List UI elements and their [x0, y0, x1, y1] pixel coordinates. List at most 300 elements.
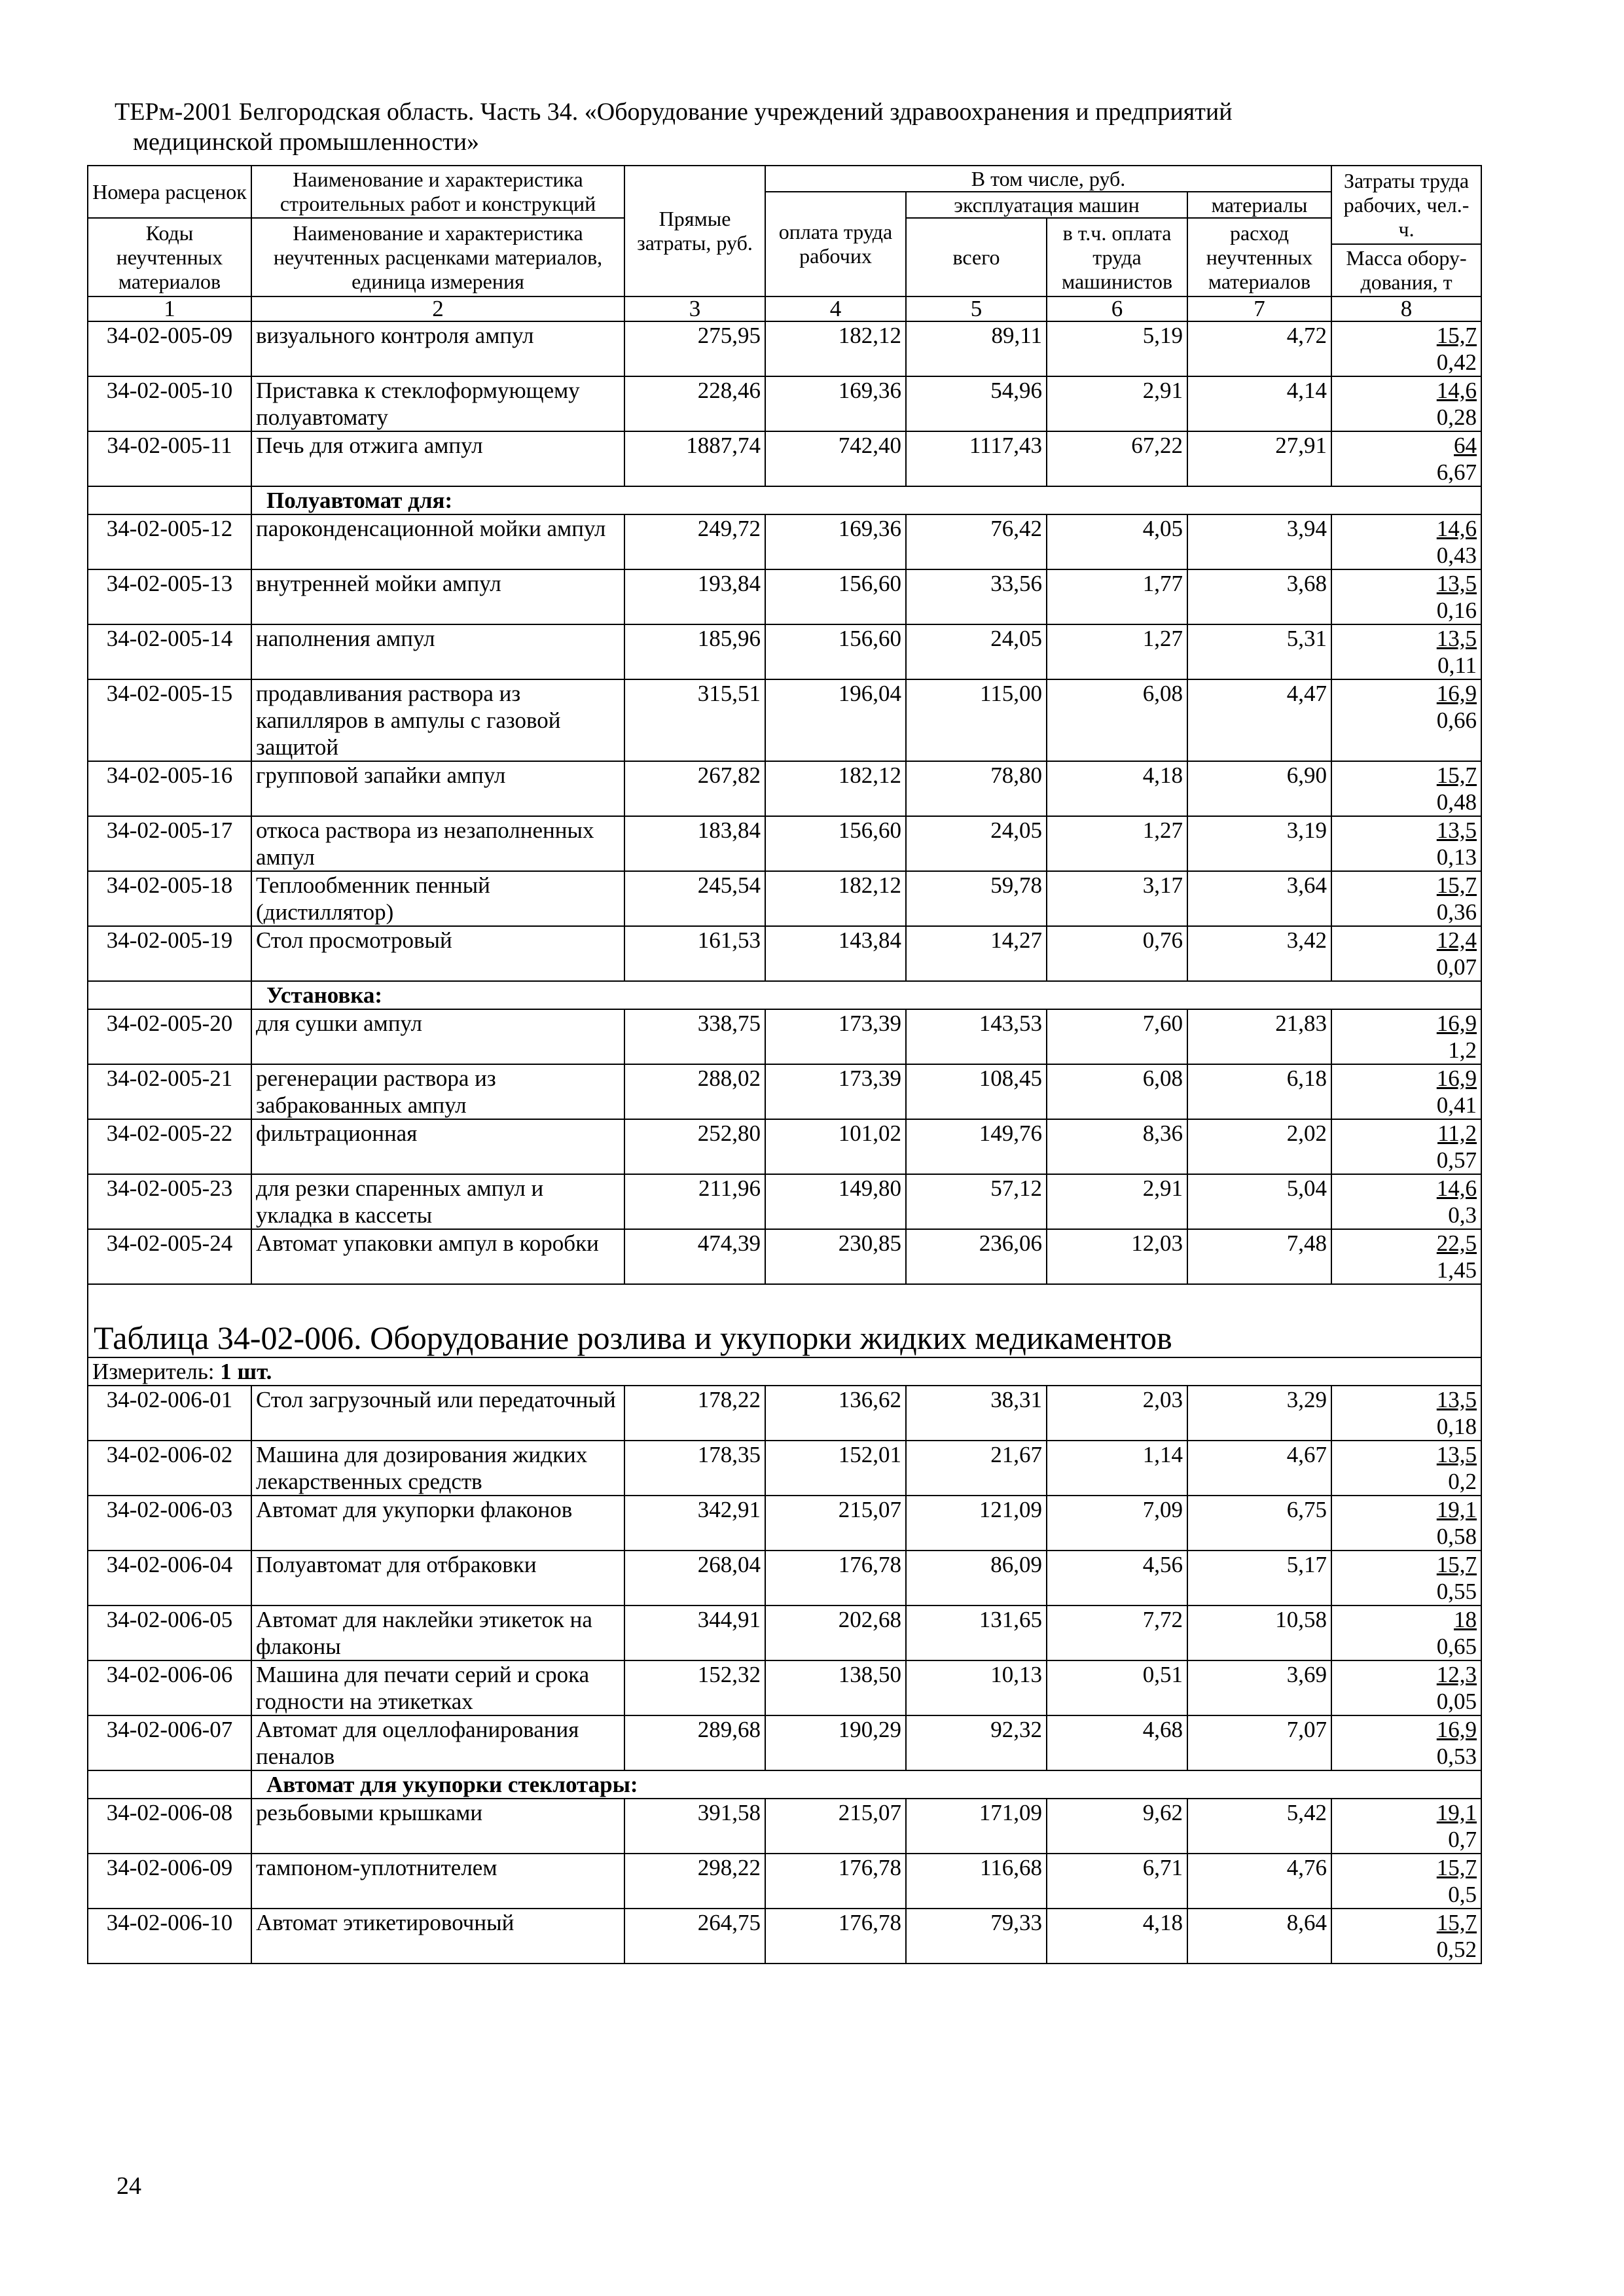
table-2-meter	[88, 1357, 1481, 1386]
table-row	[88, 1551, 1481, 1605]
operator-wages: 5,19	[1047, 321, 1187, 376]
materials: 6,75	[1187, 1496, 1331, 1551]
col-number: 8	[1331, 296, 1481, 321]
table-row	[88, 761, 1481, 816]
rate-code: 34-02-006-08	[88, 1799, 251, 1854]
table-row	[88, 926, 1481, 981]
table-row	[88, 1064, 1481, 1119]
labor-costs: 15,7	[1436, 872, 1477, 898]
rate-code: 34-02-006-04	[88, 1551, 251, 1605]
direct-costs: 245,54	[624, 871, 765, 926]
operator-wages: 2,91	[1047, 376, 1187, 431]
direct-costs: 264,75	[624, 1909, 765, 1964]
materials: 7,07	[1187, 1715, 1331, 1770]
labor-and-mass	[1331, 679, 1481, 761]
rate-code: 34-02-005-17	[88, 816, 251, 871]
labor-and-mass	[1331, 1386, 1481, 1441]
rate-name: Приставка к стеклоформующему полуавтомату	[251, 376, 624, 431]
equipment-mass: 0,18	[1436, 1414, 1477, 1439]
materials: 10,58	[1187, 1605, 1331, 1660]
machines-total: 171,09	[906, 1799, 1047, 1854]
worker-wages: 136,62	[765, 1386, 906, 1441]
labor-and-mass	[1331, 1441, 1481, 1496]
table-row	[88, 1854, 1481, 1909]
worker-wages: 176,78	[765, 1854, 906, 1909]
rate-code: 34-02-005-23	[88, 1174, 251, 1229]
page-number: 24	[117, 2172, 141, 2200]
worker-wages: 176,78	[765, 1909, 906, 1964]
operator-wages: 1,14	[1047, 1441, 1187, 1496]
equipment-mass: 0,05	[1436, 1689, 1477, 1714]
materials: 2,02	[1187, 1119, 1331, 1174]
labor-costs: 15,7	[1436, 323, 1477, 348]
materials: 7,48	[1187, 1229, 1331, 1284]
direct-costs: 267,82	[624, 761, 765, 816]
machines-total: 78,80	[906, 761, 1047, 816]
direct-costs: 249,72	[624, 514, 765, 569]
equipment-mass: 1,2	[1448, 1037, 1477, 1063]
rate-name: для резки спаренных ампул и укладка в кассеты	[251, 1174, 624, 1229]
direct-costs: 342,91	[624, 1496, 765, 1551]
operator-wages: 4,18	[1047, 761, 1187, 816]
machines-total: 79,33	[906, 1909, 1047, 1964]
operator-wages: 4,18	[1047, 1909, 1187, 1964]
rate-name: Машина для печати серий и срока годности на этикетках	[251, 1660, 624, 1715]
col-number: 3	[624, 296, 765, 321]
machines-total: 14,27	[906, 926, 1047, 981]
worker-wages: 169,36	[765, 376, 906, 431]
operator-wages: 1,27	[1047, 624, 1187, 679]
worker-wages: 173,39	[765, 1064, 906, 1119]
table-row	[88, 569, 1481, 624]
header-line-1: ТЕРм-2001 Белгородская область. Часть 34. «Оборудование учреждений здравоохранения и предприятий	[115, 98, 1233, 126]
col-header-equipment-mass: Масса обору-дования, т	[1331, 244, 1481, 296]
worker-wages: 215,07	[765, 1496, 906, 1551]
rate-name: визуального контроля ампул	[251, 321, 624, 376]
rate-code: 34-02-005-10	[88, 376, 251, 431]
materials: 3,19	[1187, 816, 1331, 871]
worker-wages: 182,12	[765, 321, 906, 376]
rows-group-d	[88, 1386, 1481, 1770]
materials: 4,67	[1187, 1441, 1331, 1496]
worker-wages: 196,04	[765, 679, 906, 761]
operator-wages: 7,09	[1047, 1496, 1187, 1551]
equipment-mass: 0,5	[1448, 1882, 1477, 1907]
rate-code: 34-02-005-22	[88, 1119, 251, 1174]
operator-wages: 12,03	[1047, 1229, 1187, 1284]
labor-costs: 64	[1454, 433, 1477, 458]
machines-total: 89,11	[906, 321, 1047, 376]
col-number: 4	[765, 296, 906, 321]
machines-total: 59,78	[906, 871, 1047, 926]
col-number: 5	[906, 296, 1047, 321]
rate-name: Автомат для оцеллофанирования пеналов	[251, 1715, 624, 1770]
rate-code: 34-02-005-11	[88, 431, 251, 486]
equipment-mass: 1,45	[1436, 1257, 1477, 1283]
labor-and-mass	[1331, 1229, 1481, 1284]
machines-total: 121,09	[906, 1496, 1047, 1551]
labor-and-mass	[1331, 514, 1481, 569]
equipment-mass: 0,53	[1436, 1744, 1477, 1769]
section-header: Установка:	[251, 981, 1481, 1009]
operator-wages: 6,08	[1047, 1064, 1187, 1119]
direct-costs: 289,68	[624, 1715, 765, 1770]
operator-wages: 8,36	[1047, 1119, 1187, 1174]
rate-code: 34-02-006-10	[88, 1909, 251, 1964]
rate-name: Машина для дозирования жидких лекарственных средств	[251, 1441, 624, 1496]
labor-and-mass	[1331, 376, 1481, 431]
rate-name: Автомат для укупорки флаконов	[251, 1496, 624, 1551]
equipment-mass: 0,28	[1436, 404, 1477, 430]
machines-total: 115,00	[906, 679, 1047, 761]
rate-code: 34-02-005-16	[88, 761, 251, 816]
equipment-mass: 0,43	[1436, 543, 1477, 568]
col-header-material-codes: Коды неучтенных материалов	[88, 218, 251, 296]
worker-wages: 742,40	[765, 431, 906, 486]
machines-total: 1117,43	[906, 431, 1047, 486]
materials: 21,83	[1187, 1009, 1331, 1064]
rows-group-c	[88, 1009, 1481, 1284]
col-header-labor-costs: Затраты труда рабочих, чел.-ч.	[1331, 166, 1481, 244]
labor-and-mass	[1331, 816, 1481, 871]
labor-and-mass	[1331, 1715, 1481, 1770]
rate-name: Автомат для наклейки этикеток на флаконы	[251, 1605, 624, 1660]
labor-costs: 12,4	[1436, 927, 1477, 953]
col-number: 7	[1187, 296, 1331, 321]
materials: 27,91	[1187, 431, 1331, 486]
direct-costs: 1887,74	[624, 431, 765, 486]
worker-wages: 152,01	[765, 1441, 906, 1496]
table-row	[88, 1496, 1481, 1551]
equipment-mass: 0,52	[1436, 1937, 1477, 1962]
direct-costs: 228,46	[624, 376, 765, 431]
materials: 3,42	[1187, 926, 1331, 981]
direct-costs: 315,51	[624, 679, 765, 761]
col-header-material-consumption: расход неучтенных материалов	[1187, 218, 1331, 296]
labor-costs: 15,7	[1436, 1910, 1477, 1935]
labor-costs: 19,1	[1436, 1497, 1477, 1522]
meter-value: 1 шт.	[220, 1359, 272, 1384]
rate-code: 34-02-006-06	[88, 1660, 251, 1715]
direct-costs: 185,96	[624, 624, 765, 679]
machines-total: 143,53	[906, 1009, 1047, 1064]
materials: 3,64	[1187, 871, 1331, 926]
operator-wages: 0,51	[1047, 1660, 1187, 1715]
operator-wages: 6,71	[1047, 1854, 1187, 1909]
rate-code: 34-02-006-02	[88, 1441, 251, 1496]
labor-and-mass	[1331, 1009, 1481, 1064]
worker-wages: 182,12	[765, 871, 906, 926]
section-header-group	[88, 486, 1481, 514]
table-row	[88, 871, 1481, 926]
operator-wages: 9,62	[1047, 1799, 1187, 1854]
labor-costs: 13,5	[1436, 817, 1477, 843]
col-header-machines-total: всего	[906, 218, 1047, 296]
col-header-material-name: Наименование и характеристика неучтенных расценками материалов, единица измерения	[251, 218, 624, 296]
rows-group-e	[88, 1799, 1481, 1964]
equipment-mass: 0,2	[1448, 1469, 1477, 1494]
labor-costs: 18	[1454, 1607, 1477, 1632]
equipment-mass: 0,7	[1448, 1827, 1477, 1852]
direct-costs: 275,95	[624, 321, 765, 376]
col-header-materials: материалы	[1187, 192, 1331, 218]
table-row	[88, 514, 1481, 569]
table-row	[88, 1174, 1481, 1229]
col-header-machines: эксплуатация машин	[906, 192, 1187, 218]
rate-name: пароконденсационной мойки ампул	[251, 514, 624, 569]
materials: 5,42	[1187, 1799, 1331, 1854]
table-row	[88, 1605, 1481, 1660]
machines-total: 108,45	[906, 1064, 1047, 1119]
rate-name: тампоном-уплотнителем	[251, 1854, 624, 1909]
col-header-including: В том числе, руб.	[765, 166, 1331, 192]
rate-name: наполнения ампул	[251, 624, 624, 679]
machines-total: 38,31	[906, 1386, 1047, 1441]
table-row	[88, 816, 1481, 871]
equipment-mass: 0,41	[1436, 1092, 1477, 1118]
rate-name: внутренней мойки ампул	[251, 569, 624, 624]
operator-wages: 0,76	[1047, 926, 1187, 981]
labor-and-mass	[1331, 1551, 1481, 1605]
equipment-mass: 0,3	[1448, 1202, 1477, 1228]
col-number: 2	[251, 296, 624, 321]
labor-costs: 16,9	[1436, 1066, 1477, 1091]
rate-name: регенерации раствора из забракованных ампул	[251, 1064, 624, 1119]
machines-total: 24,05	[906, 624, 1047, 679]
rate-code: 34-02-005-15	[88, 679, 251, 761]
materials: 6,90	[1187, 761, 1331, 816]
operator-wages: 7,60	[1047, 1009, 1187, 1064]
rate-code: 34-02-005-14	[88, 624, 251, 679]
worker-wages: 149,80	[765, 1174, 906, 1229]
rate-code: 34-02-005-12	[88, 514, 251, 569]
labor-and-mass	[1331, 1605, 1481, 1660]
labor-costs: 14,6	[1436, 1175, 1477, 1201]
table-row	[88, 1909, 1481, 1964]
labor-costs: 13,5	[1436, 1442, 1477, 1467]
direct-costs: 178,35	[624, 1441, 765, 1496]
meter-label: Измеритель:	[92, 1359, 215, 1384]
labor-costs: 11,2	[1437, 1121, 1477, 1146]
machines-total: 116,68	[906, 1854, 1047, 1909]
rows-group-a	[88, 321, 1481, 486]
materials: 6,18	[1187, 1064, 1331, 1119]
table-row	[88, 376, 1481, 431]
machines-total: 236,06	[906, 1229, 1047, 1284]
direct-costs: 193,84	[624, 569, 765, 624]
labor-costs: 19,1	[1436, 1800, 1477, 1825]
operator-wages: 6,08	[1047, 679, 1187, 761]
table-row	[88, 1715, 1481, 1770]
operator-wages: 67,22	[1047, 431, 1187, 486]
section-header: Полуавтомат для:	[251, 486, 1481, 514]
direct-costs: 152,32	[624, 1660, 765, 1715]
table-row	[88, 624, 1481, 679]
materials: 4,72	[1187, 321, 1331, 376]
operator-wages: 3,17	[1047, 871, 1187, 926]
machines-total: 21,67	[906, 1441, 1047, 1496]
rate-code: 34-02-006-01	[88, 1386, 251, 1441]
rate-name: Автомат этикетировочный	[251, 1909, 624, 1964]
materials: 3,94	[1187, 514, 1331, 569]
rate-code: 34-02-005-09	[88, 321, 251, 376]
machines-total: 10,13	[906, 1660, 1047, 1715]
worker-wages: 202,68	[765, 1605, 906, 1660]
labor-and-mass	[1331, 1799, 1481, 1854]
labor-costs: 14,6	[1436, 378, 1477, 403]
operator-wages: 1,77	[1047, 569, 1187, 624]
table-row	[88, 679, 1481, 761]
worker-wages: 101,02	[765, 1119, 906, 1174]
labor-and-mass	[1331, 569, 1481, 624]
direct-costs: 344,91	[624, 1605, 765, 1660]
machines-total: 57,12	[906, 1174, 1047, 1229]
equipment-mass: 0,13	[1436, 844, 1477, 870]
rate-name: Стол просмотровый	[251, 926, 624, 981]
labor-and-mass	[1331, 431, 1481, 486]
labor-costs: 16,9	[1436, 1717, 1477, 1742]
worker-wages: 173,39	[765, 1009, 906, 1064]
materials: 5,04	[1187, 1174, 1331, 1229]
labor-costs: 16,9	[1436, 1011, 1477, 1036]
rate-code: 34-02-006-09	[88, 1854, 251, 1909]
rate-name: для сушки ампул	[251, 1009, 624, 1064]
worker-wages: 190,29	[765, 1715, 906, 1770]
materials: 3,69	[1187, 1660, 1331, 1715]
table-row	[88, 1009, 1481, 1064]
direct-costs: 268,04	[624, 1551, 765, 1605]
rate-name: резьбовыми крышками	[251, 1799, 624, 1854]
page-header	[115, 97, 1489, 157]
col-number: 1	[88, 296, 251, 321]
direct-costs: 161,53	[624, 926, 765, 981]
machines-total: 86,09	[906, 1551, 1047, 1605]
labor-costs: 13,5	[1436, 571, 1477, 596]
machines-total: 33,56	[906, 569, 1047, 624]
labor-costs: 15,7	[1436, 1855, 1477, 1880]
equipment-mass: 0,16	[1436, 598, 1477, 623]
col-header-operator-wages: в т.ч. оплата труда машинистов	[1047, 218, 1187, 296]
equipment-mass: 0,36	[1436, 899, 1477, 925]
rate-name: откоса раствора из незаполненных ампул	[251, 816, 624, 871]
labor-and-mass	[1331, 1496, 1481, 1551]
rate-name: Стол загрузочный или передаточный	[251, 1386, 624, 1441]
materials: 4,14	[1187, 376, 1331, 431]
materials: 5,17	[1187, 1551, 1331, 1605]
labor-and-mass	[1331, 1660, 1481, 1715]
rate-code: 34-02-005-18	[88, 871, 251, 926]
labor-and-mass	[1331, 926, 1481, 981]
section-header-group	[88, 981, 1481, 1009]
rate-code: 34-02-006-03	[88, 1496, 251, 1551]
machines-total: 24,05	[906, 816, 1047, 871]
labor-costs: 22,5	[1436, 1230, 1477, 1256]
rates-table	[87, 165, 1482, 1964]
worker-wages: 176,78	[765, 1551, 906, 1605]
worker-wages: 156,60	[765, 569, 906, 624]
equipment-mass: 6,67	[1436, 459, 1477, 485]
section-header: Автомат для укупорки стеклотары:	[251, 1770, 1481, 1799]
col-header-work-name: Наименование и характеристика строительных работ и конструкций	[251, 166, 624, 218]
rate-code: 34-02-005-24	[88, 1229, 251, 1284]
materials: 3,68	[1187, 569, 1331, 624]
direct-costs: 183,84	[624, 816, 765, 871]
col-header-rate-number: Номера расценок	[88, 166, 251, 218]
equipment-mass: 0,58	[1436, 1524, 1477, 1549]
table-2-title: Таблица 34-02-006. Оборудование розлива и укупорки жидких медикаментов	[88, 1284, 1481, 1357]
worker-wages: 215,07	[765, 1799, 906, 1854]
labor-costs: 12,3	[1436, 1662, 1477, 1687]
direct-costs: 211,96	[624, 1174, 765, 1229]
rate-name: Полуавтомат для отбраковки	[251, 1551, 624, 1605]
equipment-mass: 0,65	[1436, 1634, 1477, 1659]
worker-wages: 138,50	[765, 1660, 906, 1715]
labor-costs: 13,5	[1436, 1387, 1477, 1412]
worker-wages: 169,36	[765, 514, 906, 569]
header-line-2: медицинской промышленности»	[133, 128, 480, 156]
equipment-mass: 0,07	[1436, 954, 1477, 980]
equipment-mass: 0,66	[1436, 708, 1477, 733]
machines-total: 131,65	[906, 1605, 1047, 1660]
operator-wages: 4,05	[1047, 514, 1187, 569]
rate-code: 34-02-005-19	[88, 926, 251, 981]
labor-and-mass	[1331, 1119, 1481, 1174]
labor-costs: 13,5	[1436, 626, 1477, 651]
labor-and-mass	[1331, 321, 1481, 376]
rate-name: Теплообменник пенный (дистиллятор)	[251, 871, 624, 926]
labor-and-mass	[1331, 624, 1481, 679]
rate-code: 34-02-006-05	[88, 1605, 251, 1660]
direct-costs: 178,22	[624, 1386, 765, 1441]
operator-wages: 2,91	[1047, 1174, 1187, 1229]
rate-name: Печь для отжига ампул	[251, 431, 624, 486]
section-header-group	[88, 1770, 1481, 1799]
labor-costs: 15,7	[1436, 762, 1477, 788]
rows-group-b	[88, 514, 1481, 981]
direct-costs: 252,80	[624, 1119, 765, 1174]
labor-and-mass	[1331, 1064, 1481, 1119]
equipment-mass: 0,42	[1436, 350, 1477, 375]
worker-wages: 156,60	[765, 816, 906, 871]
table-row	[88, 1660, 1481, 1715]
worker-wages: 156,60	[765, 624, 906, 679]
direct-costs: 474,39	[624, 1229, 765, 1284]
rate-name: групповой запайки ампул	[251, 761, 624, 816]
operator-wages: 7,72	[1047, 1605, 1187, 1660]
worker-wages: 230,85	[765, 1229, 906, 1284]
table-row	[88, 1799, 1481, 1854]
materials: 4,76	[1187, 1854, 1331, 1909]
table-2-heading	[88, 1284, 1481, 1386]
machines-total: 54,96	[906, 376, 1047, 431]
direct-costs: 298,22	[624, 1854, 765, 1909]
labor-and-mass	[1331, 1174, 1481, 1229]
rate-code: 34-02-005-20	[88, 1009, 251, 1064]
machines-total: 92,32	[906, 1715, 1047, 1770]
materials: 4,47	[1187, 679, 1331, 761]
direct-costs: 288,02	[624, 1064, 765, 1119]
table-row	[88, 321, 1481, 376]
table-head	[88, 166, 1481, 321]
operator-wages: 1,27	[1047, 816, 1187, 871]
direct-costs: 338,75	[624, 1009, 765, 1064]
labor-costs: 15,7	[1436, 1552, 1477, 1577]
labor-and-mass	[1331, 761, 1481, 816]
rate-code: 34-02-006-07	[88, 1715, 251, 1770]
col-header-worker-wages: оплата труда рабочих	[765, 192, 906, 296]
col-header-direct-costs: Прямые затраты, руб.	[624, 166, 765, 296]
materials: 3,29	[1187, 1386, 1331, 1441]
